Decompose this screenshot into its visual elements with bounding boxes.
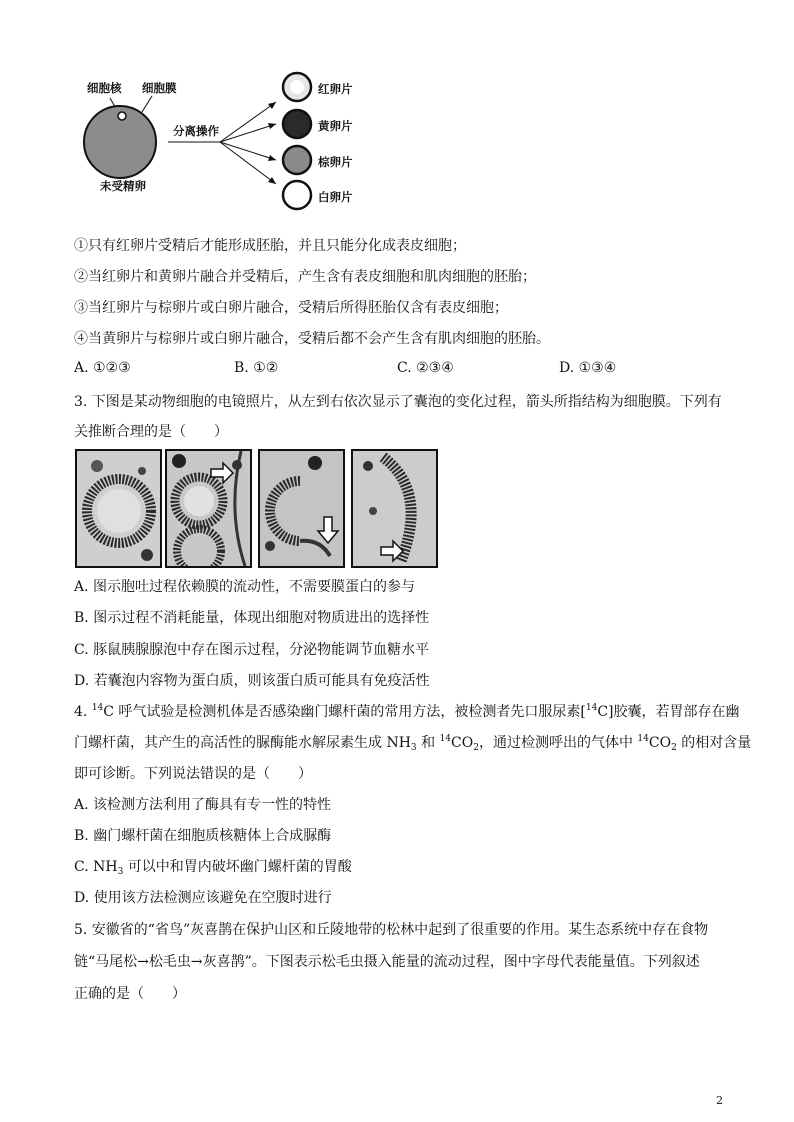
q3-option-d: D. 若囊泡内容物为蛋白质，则该蛋白质可能具有免疫活性 <box>74 673 430 689</box>
q2-option-b: B. ①② <box>234 360 279 376</box>
white-piece <box>283 181 311 209</box>
q4-option-a: A. 该检测方法利用了酶具有专一性的特性 <box>74 797 332 813</box>
arrow-white <box>220 142 276 184</box>
membrane-leader-line <box>142 96 152 112</box>
q2-option-d: D. ①③④ <box>559 360 617 376</box>
q4-stem-line1: 4. $^{14}$C 呼气试验是检测机体是否感染幽门螺杆菌的常用方法，被检测者先口服尿素[$^{14}$C]胶囊，若胃部存在幽 <box>74 703 740 720</box>
q5-stem-line2: 链“马尾松→松毛虫→灰喜鹊”。下图表示松毛虫摄入能量的流动过程，图中字母代表能量值。下列叙述 <box>74 954 700 970</box>
q2-option-a: A. ①②③ <box>74 360 131 376</box>
micrograph-2 <box>165 449 252 568</box>
q3-option-c: C. 豚鼠胰腺腺泡中存在图示过程，分泌物能调节血糖水平 <box>74 642 430 658</box>
statement-1: ①只有红卵片受精后才能形成胚胎，并且只能分化成表皮细胞； <box>74 238 466 254</box>
q4-option-c: C. $NH_3$ 可以中和胃内破坏幽门螺杆菌的胃酸 <box>74 859 352 877</box>
egg-pieces-svg <box>280 70 320 215</box>
piece-label-yellow: 黄卵片 <box>318 119 353 133</box>
egg-label: 未受精卵 <box>100 179 146 193</box>
micrograph-4 <box>351 449 438 568</box>
statement-3: ③当红卵片与棕卵片或白卵片融合，受精后所得胚胎仅含有表皮细胞； <box>74 300 508 316</box>
arrow-brown <box>220 142 276 160</box>
statement-2: ②当红卵片和黄卵片融合并受精后，产生含有表皮细胞和肌肉细胞的胚胎； <box>74 269 536 285</box>
q2-option-c: C. ②③④ <box>397 360 454 376</box>
membrane-label: 细胞膜 <box>142 81 177 95</box>
micrograph-1 <box>75 449 162 568</box>
q5-stem-line3: 正确的是（ ） <box>74 986 186 1002</box>
q3-stem-line1: 3. 下图是某动物细胞的电镜照片，从左到右依次显示了囊泡的变化过程，箭头所指结构为细胞膜。下列有 <box>74 394 722 410</box>
piece-label-red: 红卵片 <box>318 82 353 96</box>
q4-stem-line2: 门螺杆菌，其产生的高活性的脲酶能水解尿素生成 $NH_3$ 和 $^{14}CO_2$，通过检测呼出的气体中 $^{14}CO_2$ 的相对含量 <box>74 734 752 753</box>
egg-nucleus <box>118 112 126 120</box>
statement-4: ④当黄卵片与棕卵片或白卵片融合，受精后都不会产生含有肌肉细胞的胚胎。 <box>74 331 550 347</box>
micrograph-3 <box>258 449 345 568</box>
yellow-piece <box>283 110 311 138</box>
q3-stem-line2: 关推断合理的是（ ） <box>74 424 228 440</box>
operation-label: 分离操作 <box>173 124 219 138</box>
nucleus-label: 细胞核 <box>87 81 122 95</box>
piece-label-brown: 棕卵片 <box>318 155 353 169</box>
q3-option-a: A. 图示胞吐过程依赖膜的流动性，不需要膜蛋白的参与 <box>74 579 416 595</box>
q4-stem-line3: 即可诊断。下列说法错误的是（ ） <box>74 766 312 782</box>
piece-label-white: 白卵片 <box>318 190 353 204</box>
q4-option-d: D. 使用该方法检测应该避免在空腹时进行 <box>74 890 332 906</box>
q3-option-b: B. 图示过程不消耗能量，体现出细胞对物质进出的选择性 <box>74 610 430 626</box>
arrow-yellow <box>220 124 276 142</box>
q4-option-b: B. 幽门螺杆菌在细胞质核糖体上合成脲酶 <box>74 828 332 844</box>
q5-stem-line1: 5. 安徽省的“省鸟”灰喜鹊在保护山区和丘陵地带的松林中起到了很重要的作用。某生态系统中存在食物 <box>74 922 709 938</box>
arrow-red <box>220 102 276 142</box>
page-number: 2 <box>716 1094 723 1107</box>
egg-svg <box>80 90 310 225</box>
brown-piece <box>283 146 311 174</box>
